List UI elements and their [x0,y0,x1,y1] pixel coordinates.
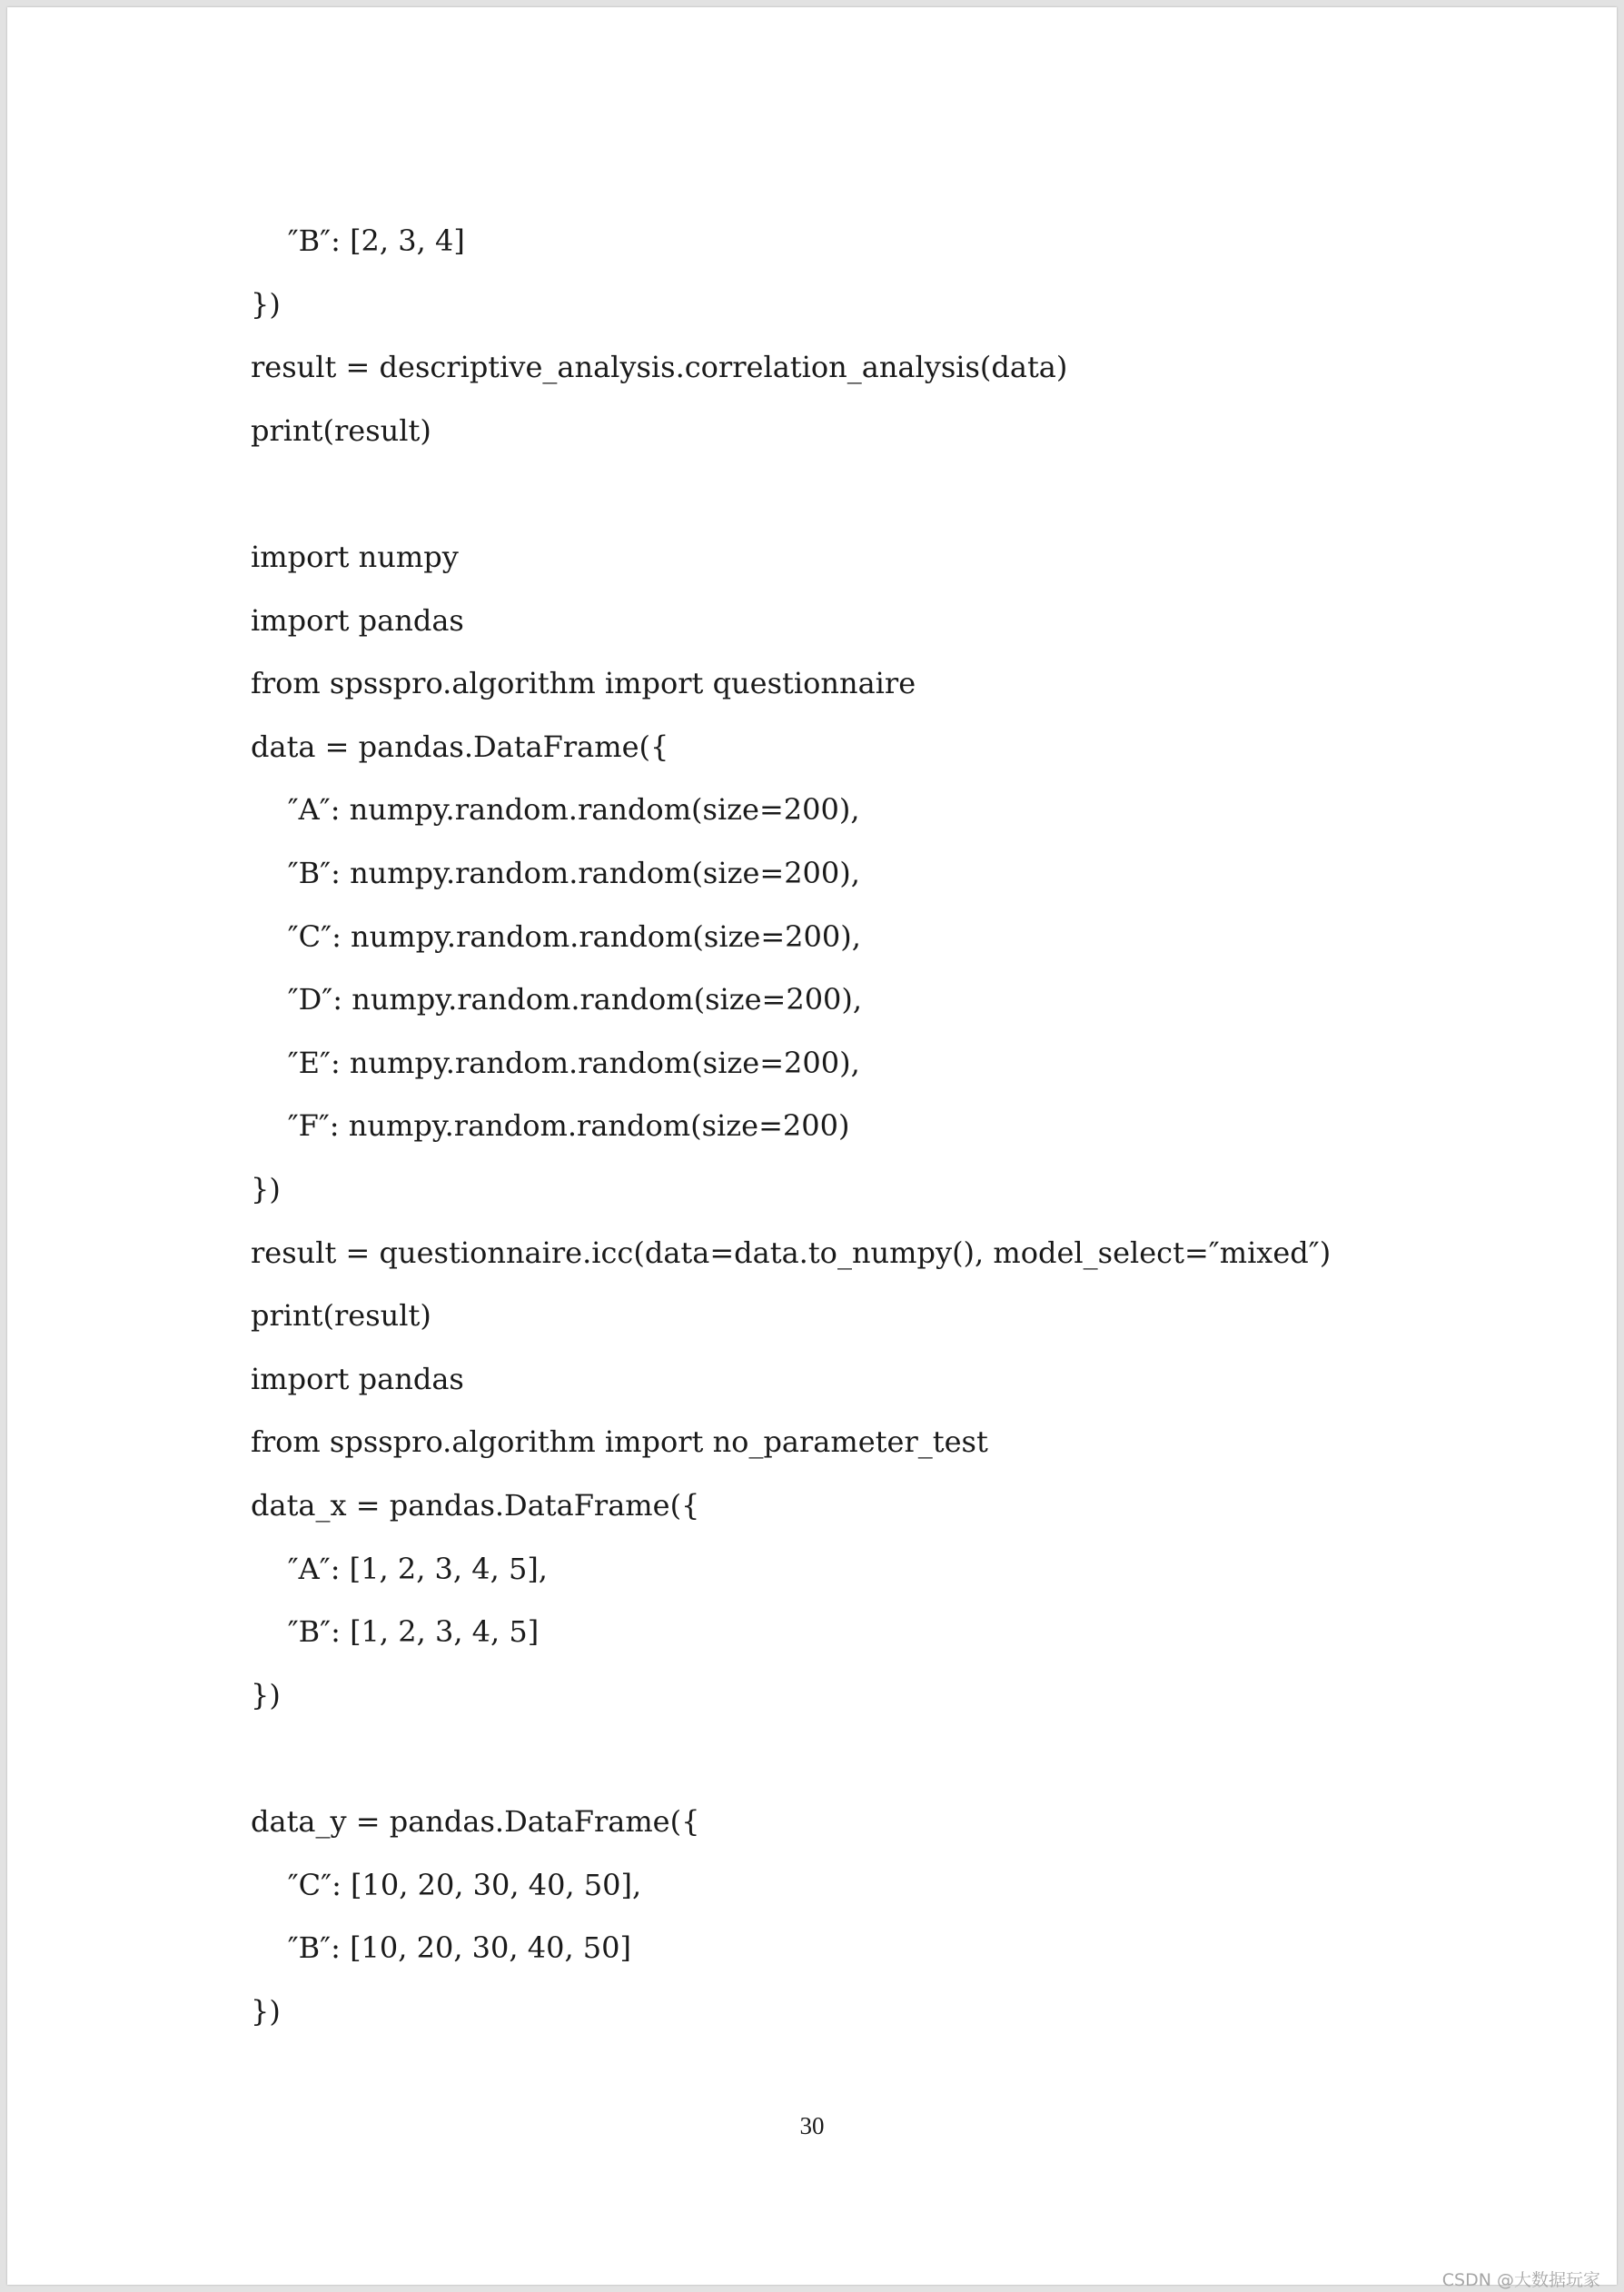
code-line: from spsspro.algorithm import no_parameter_test [251,1424,988,1460]
code-line: ″B″: [10, 20, 30, 40, 50] [251,1930,631,1966]
code-line: ″F″: numpy.random.random(size=200) [251,1108,850,1144]
code-line: ″C″: [10, 20, 30, 40, 50], [251,1867,642,1902]
code-line: result = questionnaire.icc(data=data.to_numpy(), model_select=″mixed″) [251,1235,1332,1270]
code-line: ″A″: [1, 2, 3, 4, 5], [251,1551,548,1586]
code-line: import numpy [251,540,459,574]
code-line: }) [251,1993,281,2029]
code-line: }) [251,286,281,322]
code-line: print(result) [251,412,431,448]
code-line: print(result) [251,1298,431,1334]
page-number: 30 [799,2112,825,2139]
code-line: from spsspro.algorithm import questionnaire [251,666,916,701]
code-line: ″D″: numpy.random.random(size=200), [251,982,863,1017]
code-line: ″C″: numpy.random.random(size=200), [251,918,861,954]
code-line: ″B″: [2, 3, 4] [251,223,465,258]
code-line: }) [251,1677,281,1712]
code-line: import pandas [251,602,464,638]
code-line: ″B″: [1, 2, 3, 4, 5] [251,1614,540,1650]
code-line: data = pandas.DataFrame({ [251,729,669,764]
watermark: CSDN @大数据玩家 [1441,2270,1600,2290]
code-line: }) [251,1172,281,1206]
code-line: result = descriptive_analysis.correlation_analysis(data) [251,350,1068,385]
code-line: ″B″: numpy.random.random(size=200), [251,856,860,890]
code-line: data_y = pandas.DataFrame({ [251,1804,700,1839]
code-line: ″A″: numpy.random.random(size=200), [251,792,860,828]
code-line: data_x = pandas.DataFrame({ [251,1488,700,1523]
document-page [7,7,1617,2290]
code-line: ″E″: numpy.random.random(size=200), [251,1045,860,1080]
code-line: import pandas [251,1361,464,1396]
